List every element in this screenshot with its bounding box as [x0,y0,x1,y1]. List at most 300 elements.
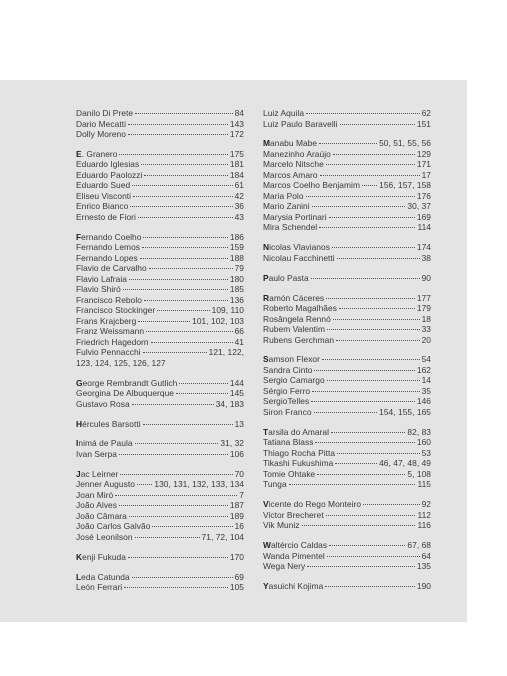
page-numbers: 145 [229,388,244,399]
artist-name-text: asuichi Kojima [268,581,324,592]
dot-leader [135,443,219,444]
index-entry [76,159,244,170]
dot-leader [119,454,228,455]
index-entry [263,335,431,346]
artist-name [76,552,126,563]
artist-name-text: Ernesto de Fiori [76,211,136,222]
artist-name-text: Sergio Camargo [263,375,325,386]
artist-name [76,232,141,243]
index-entry [263,354,431,365]
artist-name-text: Franz Weissmann [76,326,145,337]
artist-name [76,180,130,191]
index-entry [76,191,244,202]
artist-name-text: Flavio Lafraia [76,273,127,284]
dot-leader [135,537,200,538]
artist-name-text: nimá de Paula [78,438,133,449]
dot-leader [149,268,233,269]
index-letter-group [263,581,431,592]
artist-name-text: Eliseu Visconti [76,190,132,201]
letter-initial: I [76,438,79,449]
page-numbers: 105 [229,582,244,593]
artist-name-text: Tatiana Blass [263,437,314,448]
page-numbers: 187 [229,500,244,511]
page-numbers: 143 [229,118,244,129]
page-numbers: 90 [421,272,431,283]
artist-name-text: Flavio de Carvalho [76,263,147,274]
artist-name-text: Maria Polo [263,190,304,201]
dot-leader [333,319,420,320]
page-numbers: 116 [417,520,431,531]
artist-name [76,149,117,160]
letter-initial: L [76,571,82,582]
artist-name-text: anabu Mabe [270,138,318,149]
index-entry [76,149,244,160]
page-numbers: 82, 83 [407,426,431,437]
index-entry [76,129,244,140]
index-letter-group [263,540,431,572]
artist-name [263,149,331,160]
letter-initial: P [263,272,269,283]
index-letter-group [263,354,431,417]
artist-name [76,337,149,348]
letter-initial: Y [263,581,269,592]
artist-name [76,449,117,460]
index-entry [76,521,244,532]
artist-name-text: icolas Vlavianos [269,242,330,253]
dot-leader [329,545,405,546]
page-numbers: 84 [234,108,244,118]
letter-initial: G [76,377,83,388]
artist-name-text: Rosângela Rennó [263,313,331,324]
letter-initial: H [76,418,83,429]
letter-initial: R [263,292,270,303]
index-entry [263,242,431,253]
dot-leader [322,359,420,360]
artist-name [263,180,360,191]
dot-leader [129,516,228,517]
artist-name [263,458,333,469]
page-numbers: 129 [416,148,431,159]
artist-name [76,119,126,130]
artist-name-text: . Granero [81,148,118,159]
page-numbers: 135 [416,561,431,572]
artist-name [263,499,361,510]
artist-name [76,274,127,285]
dot-leader [141,164,228,165]
index-letter-group [76,419,244,430]
page-numbers: 14 [421,375,431,386]
letter-initial: J [76,468,81,479]
page-numbers: 41 [234,336,244,347]
page-numbers: 159 [229,242,244,253]
index-entry [76,242,244,253]
artist-name [76,295,142,306]
artist-name-text: Tunga [263,479,287,490]
page-numbers: 169 [416,211,431,222]
index-entry [76,263,244,274]
artist-name-text: Friedrich Hagedorn [76,336,149,347]
page-numbers: 190 [416,581,431,592]
artist-name-text: Francisco Stockinger [76,305,156,316]
dot-leader [320,175,420,176]
page-numbers: 121, 122, [208,347,244,358]
page-numbers: 20 [421,334,431,345]
dot-leader [128,557,228,558]
index-entry [263,303,431,314]
index-entry [76,337,244,348]
index-letter-group [263,138,431,233]
dot-leader [362,185,377,186]
index-entry [263,324,431,335]
artist-name-text: Eduardo Sued [76,180,131,191]
artist-name-text: Marcos Amaro [263,169,318,180]
artist-name [263,119,338,130]
index-entry [76,201,244,212]
page-numbers: 5, 108 [407,468,431,479]
index-letter-group [76,438,244,459]
artist-name-text: León Ferrari [76,582,123,593]
index-entry [76,511,244,522]
artist-name-text: Gustavo Rosa [76,398,130,409]
artist-name [76,347,141,358]
artist-name [76,388,174,399]
artist-name [263,212,327,223]
artist-name-text: Marcelo Nitsche [263,159,324,170]
page-numbers: 170 [229,551,244,562]
index-letter-group [76,378,244,410]
dot-leader [302,525,416,526]
artist-name [263,170,318,181]
dot-leader [146,331,232,332]
artist-name [76,490,113,501]
index-entry [76,232,244,243]
page-numbers: 50, 51, 55, 56 [379,138,431,149]
artist-name [263,375,325,386]
index-entry [263,138,431,149]
page-numbers: 66 [234,326,244,337]
page-numbers: 69 [234,571,244,582]
dot-leader [140,258,228,259]
artist-name-text: Jenner Augusto [76,479,135,490]
page-numbers: 43 [234,211,244,222]
dot-leader [289,484,416,485]
dot-leader [133,196,233,197]
artist-name-text: Mira Schendel [263,222,318,233]
dot-leader [337,453,419,454]
page-numbers: 70 [234,468,244,479]
artist-name [76,500,117,511]
index-entry [263,386,431,397]
index-entry [76,582,244,593]
page-numbers: 115 [417,479,431,490]
page-numbers: 171 [416,159,431,170]
index-entry [76,295,244,306]
index-letter-group [263,273,431,284]
artist-name-text: Marysia Portinari [263,211,327,222]
artist-name [263,324,325,335]
dot-leader [319,143,377,144]
page-numbers: 146 [416,396,431,407]
index-entry [263,499,431,510]
artist-name-text: amson Flexor [268,354,320,365]
dot-leader [339,308,415,309]
index-entry [76,347,244,358]
artist-name [263,540,327,551]
artist-name [263,427,329,438]
page-numbers: 185 [229,284,244,295]
artist-name-text: Enrico Bianco [76,201,129,212]
index-entry [263,273,431,284]
index-entry [263,149,431,160]
index-entry [263,170,431,181]
artist-name [263,561,305,572]
artist-name [263,469,315,480]
artist-name [76,242,140,253]
artist-name [263,273,309,284]
dot-leader [138,321,190,322]
artist-name [76,284,121,295]
artist-name [263,303,337,314]
index-entry [263,510,431,521]
artist-name [263,138,317,149]
letter-initial: F [76,231,82,242]
artist-name-text: Eduardo Paolozzi [76,169,143,180]
page-numbers: 53 [421,447,431,458]
index-entry [263,561,431,572]
dot-leader [152,526,232,527]
dot-leader [337,258,420,259]
page-numbers: 154, 155, 165 [379,406,431,417]
index-column-right [263,108,431,601]
index-letter-group [76,469,244,543]
index-entry [76,449,244,460]
index-entry [76,438,244,449]
letter-initial: W [263,540,271,551]
artist-name-text: enji Fukuda [82,551,126,562]
artist-name-text: eda Catunda [81,571,130,582]
letter-initial: T [263,426,269,437]
dot-leader [157,310,209,311]
dot-leader [142,247,228,248]
artist-name-text: altércio Caldas [270,540,328,551]
dot-leader [331,432,405,433]
artist-name-text: ernando Coelho [81,231,142,242]
artist-name [263,437,313,448]
artist-name [76,159,139,170]
page-numbers: 101, 102, 103 [192,315,244,326]
index-letter-group [76,232,244,369]
index-entry [263,293,431,304]
page-numbers: 35 [421,385,431,396]
dot-leader [336,340,420,341]
page-numbers: 188 [229,252,244,263]
page-numbers: 176 [416,190,431,201]
artist-name [263,448,335,459]
artist-name [76,532,133,543]
artist-name [76,263,147,274]
dot-leader [176,393,228,394]
letter-initial: S [263,354,269,365]
artist-name [263,520,300,531]
artist-name [263,159,324,170]
page-numbers: 112 [417,509,431,520]
artist-name [263,108,304,119]
artist-name [263,479,287,490]
page-numbers: 42 [234,190,244,201]
artist-name-text: Flavio Shiró [76,284,121,295]
artist-name [76,305,155,316]
index-entry [76,305,244,316]
page-numbers: 92 [421,499,431,510]
artist-name-text: Tikashi Fukushima [263,458,334,469]
dot-leader [312,391,419,392]
artist-name [263,386,310,397]
dot-leader [144,300,228,301]
page-numbers: 189 [229,510,244,521]
page-numbers: 71, 72, 104 [201,531,244,542]
page-numbers: 114 [417,222,431,233]
page-numbers: 30, 37 [407,201,431,212]
artist-name [76,326,144,337]
letter-initial: K [76,551,83,562]
page-numbers: 64 [421,550,431,561]
artist-name [76,191,131,202]
artist-name-text: Ivan Serpa [76,448,118,459]
dot-leader [317,474,405,475]
artist-name [76,108,133,119]
artist-name-text: amón Cáceres [269,292,325,303]
artist-name-text: arsila do Amaral [268,426,330,437]
page-numbers: 177 [416,292,431,303]
index-entry [76,419,244,430]
dot-leader [128,124,228,125]
artist-name [76,511,127,522]
artist-name-text: Siron Franco [263,406,312,417]
artist-name-text: José Leonilson [76,531,133,542]
artist-name-text: Tomie Ohtake [263,468,316,479]
index-entry [263,222,431,233]
dot-leader [138,217,233,218]
artist-name-text: João Alves [76,500,118,511]
dot-leader [151,342,233,343]
index-entry [263,159,431,170]
index-entry [76,378,244,389]
index-entry [76,532,244,543]
page-numbers: 62 [421,108,431,118]
dot-leader [128,134,228,135]
dot-leader [333,154,415,155]
dot-leader [124,587,228,588]
dot-leader [306,196,415,197]
artist-name-text: Rubem Valentim [263,324,325,335]
index-letter-group [76,149,244,223]
index-letter-group [76,108,244,140]
dot-leader [132,185,232,186]
artist-name [76,399,130,410]
dot-leader [129,279,228,280]
artist-name-text: Georgina De Albuquerque [76,388,174,399]
index-entry [76,490,244,501]
index-entry [263,212,431,223]
page-numbers: 151 [416,118,431,129]
artist-name [263,510,324,521]
page-numbers: 46, 47, 48, 49 [379,458,431,469]
artist-name [76,253,138,264]
dot-leader [143,237,227,238]
dot-leader [119,505,228,506]
page-numbers: 7 [239,489,244,500]
index-entry [263,540,431,551]
dot-leader [326,515,416,516]
dot-leader [143,352,207,353]
artist-name [76,201,128,212]
artist-name [263,335,334,346]
page-numbers: 184 [229,169,244,180]
artist-name [76,572,130,583]
dot-leader [179,383,228,384]
index-letter-group [76,552,244,563]
page-numbers: 144 [229,377,244,388]
artist-name [76,521,150,532]
dot-leader [307,566,415,567]
dot-leader [335,463,377,464]
artist-name [263,551,325,562]
artist-name-text: Luiz Aquila [263,108,305,118]
artist-name [263,201,310,212]
artist-name [76,378,177,389]
page-numbers: 186 [229,231,244,242]
artist-name-text: Wanda Pimentel [263,550,325,561]
letter-initial: V [263,499,269,510]
artist-name [263,191,304,202]
page-numbers: 18 [421,313,431,324]
index-letter-group [263,499,431,531]
artist-name-text: ac Leirner [80,468,119,479]
index-entry [76,180,244,191]
artist-name-text: Fernando Lopes [76,252,138,263]
artist-name-text: Eduardo Iglesias [76,159,140,170]
artist-name-text: João Carlos Galvão [76,521,151,532]
dot-leader [123,289,228,290]
index-letter-group [263,242,431,263]
index-entry [263,437,431,448]
index-entry [263,551,431,562]
artist-name [263,253,335,264]
artist-name [76,479,135,490]
page-numbers: 160 [416,437,431,448]
page-numbers: 17 [421,169,431,180]
artist-name [263,242,330,253]
dot-leader [144,175,227,176]
dot-leader [315,442,414,443]
artist-name-text: Rubens Gerchman [263,334,335,345]
artist-name-text: Dolly Moreno [76,129,126,139]
artist-name-text: icente do Rego Monteiro [268,499,362,510]
index-letter-group [263,293,431,346]
artist-name-text: Danilo Di Prete [76,108,134,118]
page-numbers: 162 [416,364,431,375]
dot-leader [311,401,415,402]
page-numbers: 79 [234,263,244,274]
artist-name-text: Thiago Rocha Pitta [263,447,336,458]
page-numbers: 61 [234,180,244,191]
index-entry [263,375,431,386]
page-numbers: 54 [421,354,431,365]
index-letter-group [263,108,431,129]
dot-leader [326,298,415,299]
page-numbers: 180 [229,273,244,284]
letter-initial: M [263,138,271,149]
